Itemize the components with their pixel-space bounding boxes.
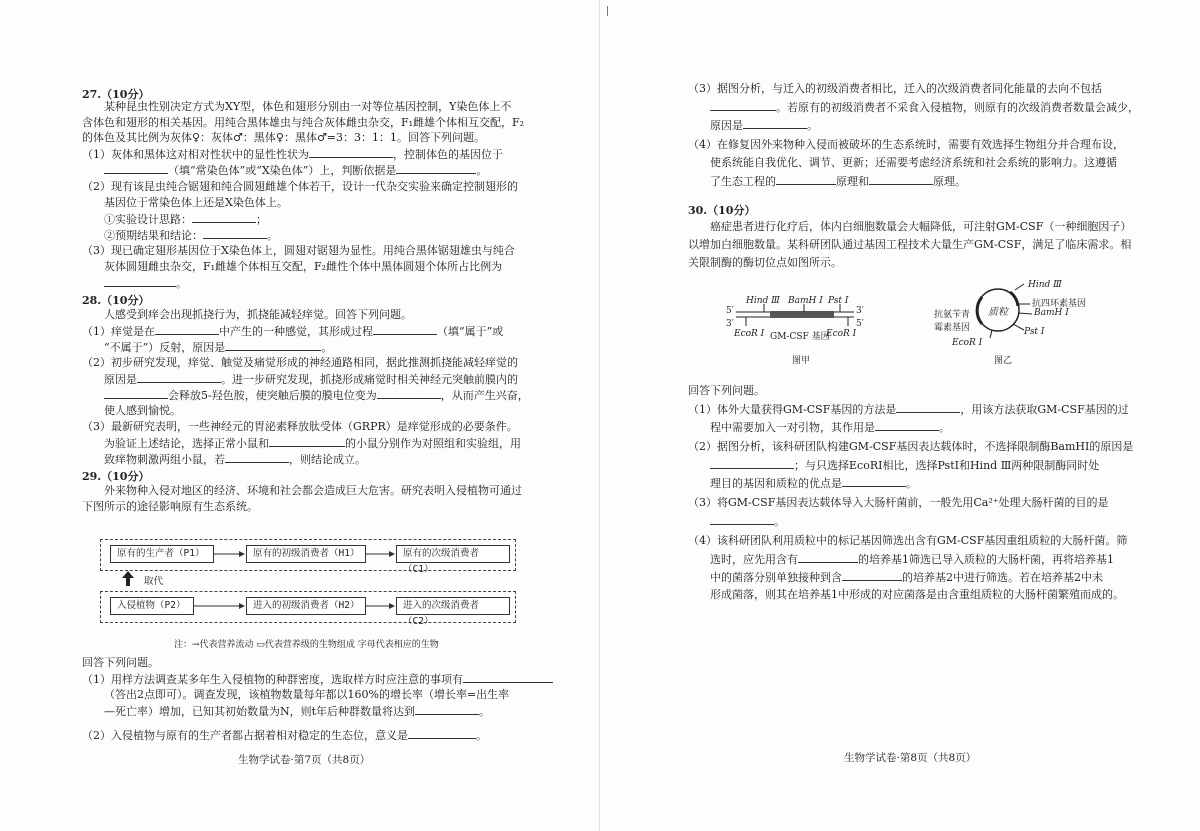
dna-end-label: 3′ [726,319,734,329]
q30-sub1-text: ，用该方法获取GM-CSF基因的过 [960,403,1129,416]
secondary-consumer-c1-box: 原有的次级消费者（C1） [396,545,510,563]
producer-p1-box: 原有的生产者（P1） [110,545,214,563]
q30-sub2-text: ；与只选择EcoRⅠ相比，选择PstⅠ和Hind Ⅲ两种限制酶同时处 [794,459,1100,472]
q30-sub1-text: 程中需要加入一对引物，其作用是 [710,421,875,434]
replace-label: 取代 [144,576,164,587]
q29-sub4: 使系统能自我优化、调节、更新；还需要考虑经济系统和社会系统的影响力。这遵循 [710,156,1117,169]
q27-sub2: （2）现有该昆虫纯合锯翅和纯合圆翅雌雄个体若干，设计一代杂交实验来确定控制翅形的 [82,180,518,193]
q27-sub3: 灰体圆翅雌虫杂交，F₁雌雄个体相互交配，F₂雌性个体中黑体圆翅个体所占比例为 [104,260,503,273]
eco-label: EcoR Ⅰ [734,329,765,339]
q30-sub4-text: 中的菌落分别单独接种到含 [710,571,842,584]
q27-sub3: （3）现已确定翅形基因位于X染色体上，圆翅对锯翅为显性。用纯合黑体锯翅雄虫与纯合 [82,244,515,257]
q28-sub2-text: 。进一步研究发现，抓挠形成痛觉时相关神经元突触前膜内的 [221,373,518,386]
q29-sub4-text: 原理。 [933,175,966,188]
secondary-consumer-c2-box: 进入的次级消费者（C2） [396,597,510,615]
q29-sub3-cont [710,100,1139,114]
q27-sub2-text: ②预期结果和结论： [104,229,203,242]
q28-sub2-cont [104,388,529,402]
answer-blank[interactable] [309,147,393,158]
page-footer: 生物学试卷·第8页（共8页） [844,752,977,764]
q30-para: 癌症患者进行化疗后，体内白细胞数量会大幅降低，可注射GM-CSF（一种细胞因子） [710,220,1132,233]
plasmid-label: 质粒 [988,307,1008,318]
q28-heading: 28.（10分） [82,294,150,307]
q30-sub4-text: 的培养基2中进行筛选。若在培养基2中未 [902,571,1103,584]
q30-sub2: （2）据图分析，该科研团队构建GM-CSF基因表达载体时，不选择限制酶BamHⅠ的原因是 [688,440,1134,453]
amp-resistance-gene-arc [977,297,982,324]
q30-answer-lead: 回答下列问题。 [688,384,765,397]
answer-blank[interactable] [743,118,807,129]
q30-sub3: （3）将GM-CSF基因表达载体导入大肠杆菌前，一般先用Ca²⁺处理大肠杆菌的目的是 [688,496,1109,509]
q28-sub3-text: ，则结论成立。 [289,453,366,466]
answer-blank[interactable] [269,436,345,447]
q29-sub4-cont [710,174,966,188]
q29-sub1-cont: —死亡率）增加，已知其初始数量为N，则t年后种群数量将达到 。 [104,705,491,718]
hind-label: Hind Ⅲ [746,296,780,306]
answer-blank[interactable] [408,728,476,739]
q30-sub3-cont: 。 [710,514,785,528]
answer-blank[interactable] [896,402,960,413]
answer-blank[interactable] [842,570,902,581]
q30-sub1 [688,402,1129,416]
answer-blank[interactable] [710,514,774,525]
page-footer: 生物学试卷·第7页（共8页） [238,754,371,766]
answer-blank[interactable] [225,340,321,351]
bam-label: BamH Ⅰ [1034,308,1069,318]
answer-blank[interactable] [875,420,939,431]
q29-sub4: （4）在修复因外来物种入侵而被破坏的生态系统时，需要有效选择生物组分并合理布设， [688,138,1124,151]
q28-sub3-text: 为验证上述结论，选择正常小鼠和 [104,437,269,450]
answer-blank[interactable] [710,100,776,111]
eco-site-pointer [990,330,992,338]
answer-blank[interactable] [710,458,794,469]
q30-sub2-text: 理目的基因和质粒的优点是 [710,477,842,490]
tet-resistance-gene-arc [1010,292,1018,306]
bam-site-pointer [1018,313,1032,314]
tet-label: 抗四环素基因 [1032,299,1087,309]
q30-sub1-text: （1）体外大量获得GM-CSF基因的方法是 [688,403,897,416]
q28-sub2-text: 原因是 [104,373,137,386]
eco-label: EcoR Ⅰ [952,338,983,348]
pst-label: Pst Ⅰ [1024,327,1045,337]
q30-sub1-cont: 程中需要加入一对引物，其作用是 。 [710,421,950,434]
q30-sub4: 形成菌落，则其在培养基1中形成的对应菌落是由含重组质粒的大肠杆菌繁殖而成的。 [710,588,1124,601]
q29-sub2-text: （2）入侵植物与原有的生产者都占据着相对稳定的生态位，意义是 [82,729,408,742]
q29-heading: 29.（10分） [82,470,150,483]
q30-sub4-text: 选时，应先用含有 [710,553,798,566]
dna-end-label: 5′ [726,306,734,316]
q27-para: 某种昆虫性别决定方式为XY型，体色和翅形分别由一对等位基因控制，Y染色体上不 [104,100,512,113]
answer-blank[interactable] [373,324,437,335]
answer-blank[interactable] [203,228,267,239]
dna-end-label: 3′ [856,306,864,316]
q28-sub1-text: （填“属于”或 [437,325,504,338]
amp-label: 霉素基因 [934,323,971,333]
answer-blank[interactable] [104,276,176,287]
q29-para: 下图所示的途径影响原有生态系统。 [82,500,258,513]
answer-blank[interactable] [415,704,479,715]
q27-sub3-cont: 。 [104,276,187,290]
q30-heading: 30.（10分） [688,204,756,217]
q28-sub3: （3）最新研究表明，一些神经元的胃泌素释放肽受体（GRPR）是痒觉形成的必要条件。 [82,420,518,433]
q29-sub3-text: 原因是 [710,119,743,132]
eco-label: EcoR Ⅰ [826,329,857,339]
answer-blank[interactable] [104,388,168,399]
replace-arrow-icon [122,571,134,586]
q28-para: 人感受到痒会出现抓挠行为，抓挠能减轻痒觉。回答下列问题。 [104,308,412,321]
answer-blank[interactable] [396,163,476,174]
answer-blank[interactable] [798,552,858,563]
hind-site-pointer [1015,284,1024,290]
answer-blank[interactable] [842,476,906,487]
answer-blank[interactable] [463,672,553,683]
q27-sub2: 基因位于常染色体上还是X染色体上。 [104,196,288,209]
q27-sub1-text: ，控制体色的基因位于 [393,148,503,161]
primary-consumer-h2-box: 进入的初级消费者（H2） [246,597,366,615]
invasive-plant-p2-box: 入侵植物（P2） [110,597,194,615]
answer-blank[interactable] [137,372,221,383]
q28-sub2-text: 会释放5-羟色胺，使突触后膜的膜电位变为 [168,389,377,402]
q27-para: 的体色及其比例为灰体♀：灰体♂：黑体♀：黑体♂=3：3：1：1。回答下列问题。 [82,131,486,144]
q29-sub3: （3）据图分析，与迁入的初级消费者相比，迁入的次级消费者同化能量的去向不包括 [688,82,1102,95]
gm-csf-gene-segment [770,311,834,318]
dna-end-label: 5′ [856,319,864,329]
q28-sub1 [82,324,503,338]
answer-blank[interactable] [869,174,933,185]
q28-sub2: （2）初步研究发现，痒觉、触觉及痛觉形成的神经通路相同，据此推测抓挠能减轻痒觉的 [82,356,518,369]
q29-answer-lead: 回答下列问题。 [82,656,159,669]
q30-sub2-cont: 理目的基因和质粒的优点是 。 [710,477,917,490]
q27-sub2-design: ①实验设计思路： ； [104,213,267,226]
q27-para: 含体色和翅形的相关基因。用纯合黑体雄虫与纯合灰体雌虫杂交，F₁雌雄个体相互交配，F₂ [82,116,525,129]
q29-sub4-text: 了生态工程的 [710,175,776,188]
answer-blank[interactable] [104,163,168,174]
diagram-note: 注：→代表营养流动 ▭代表营养级的生物组成 字母代表相应的生物 [174,640,439,650]
q30-para: 以增加白细胞数量。某科研团队通过基因工程技术大量生产GM-CSF，满足了临床需求。相 [688,238,1132,251]
q30-sub4-text: 的培养基1筛选已导入质粒的大肠杆菌，再将培养基1 [858,553,1114,566]
q28-sub1-text: （1）痒觉是在 [82,325,155,338]
q28-sub3-cont [104,436,521,450]
pst-label: Pst Ⅰ [828,296,849,306]
figure-b-caption: 图乙 [994,356,1013,366]
pst-site-pointer [1013,324,1024,330]
answer-blank[interactable] [225,452,289,463]
answer-blank[interactable] [155,324,219,335]
q27-sub1-text: （1）灰体和黑体这对相对性状中的显性性状为 [82,148,309,161]
q28-sub3-text: 的小鼠分别作为对照组和实验组，用 [345,437,521,450]
q28-sub3-cont [104,452,366,466]
q29-sub1-text: （1）用样方法调查某多年生入侵植物的种群密度，选取样方时应注意的事项有 [82,673,463,686]
q28-sub2: 使人感到愉悦。 [104,404,181,417]
q29-sub3-text: 。若原有的初级消费者不采食入侵植物，则原有的次级消费者数量会减少， [776,101,1139,114]
q28-sub1-text: 中产生的一种感觉，其形成过程 [219,325,373,338]
page-8 [600,0,1200,831]
answer-blank[interactable] [192,212,256,223]
hind-label: Hind Ⅲ [1028,280,1062,290]
q29-sub1-text: —死亡率）增加，已知其初始数量为N，则t年后种群数量将达到 [104,705,416,718]
q29-para: 外来物种入侵对地区的经济、环境和社会都会造成巨大危害。研究表明入侵植物可通过 [104,484,522,497]
answer-blank[interactable] [377,388,441,399]
q30-sub4-cont [710,552,1114,566]
q27-sub2-text: ①实验设计思路： [104,213,192,226]
q28-sub2-cont [104,372,518,386]
q29-sub4-text: 原理和 [836,175,869,188]
q30-sub2-cont [710,458,1099,472]
q27-sub1-cont: （填“常染色体”或“X染色体”）上，判断依据是 。 [104,163,487,177]
q27-sub2-result: ②预期结果和结论： 。 [104,229,278,242]
q28-sub1-cont: “不属于”）反射，原因是 。 [104,341,333,354]
q28-sub3-text: 致痒物刺激两组小鼠，若 [104,453,225,466]
answer-blank[interactable] [776,174,836,185]
amp-label: 抗氨苄青 [934,310,971,320]
q29-sub1: （答出2点即可）。调查发现，该植物数量每年都以160%的增长率（增长率=出生率 [104,688,510,701]
q28-sub2-text: ，从而产生兴奋， [440,389,529,402]
primary-consumer-h1-box: 原有的初级消费者（H1） [246,545,366,563]
q30-para: 关限制酶的酶切位点如图所示。 [688,256,842,269]
q28-sub1-text: “不属于”）反射，原因是 [104,341,226,354]
figure-a-caption: 图甲 [792,356,811,366]
bam-label: BamH Ⅰ [788,296,823,306]
q30-sub4-cont [710,570,1103,584]
q29-sub1 [82,672,553,686]
q27-sub1-text: （填“常染色体”或“X染色体”）上，判断依据是 [168,164,397,177]
q27-sub1 [82,147,503,161]
q30-sub4: （4）该科研团队利用质粒中的标记基因筛选出含有GM-CSF基因重组质粒的大肠杆菌。筛 [688,534,1128,547]
q29-sub2: （2）入侵植物与原有的生产者都占据着相对稳定的生态位，意义是 。 [82,729,487,742]
q27-heading: 27.（10分） [82,88,150,101]
q29-sub3-cont: 原因是 。 [710,119,818,132]
gene-label: GM-CSF 基因 [770,332,830,342]
